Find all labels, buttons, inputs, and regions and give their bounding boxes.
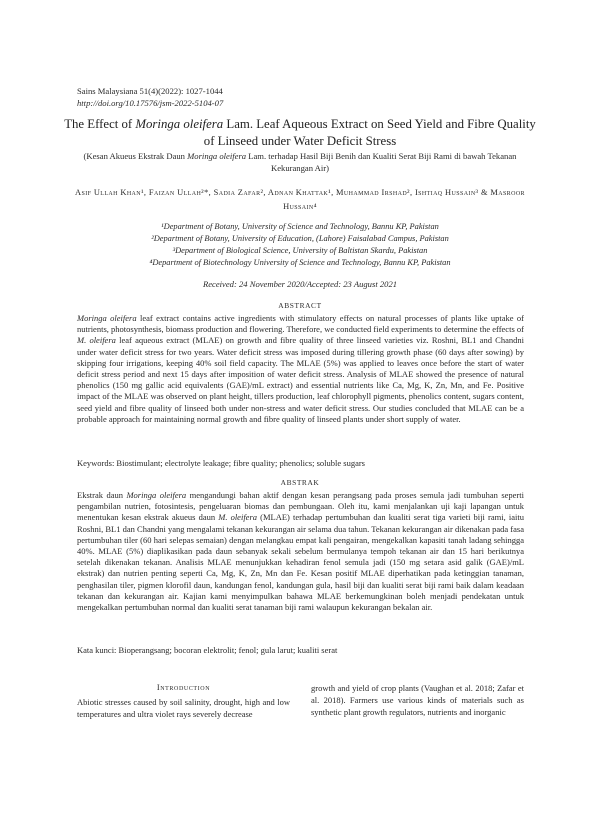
author-list: Asif Ullah Khan¹, Faizan Ullah²*, Sadia Zafar², Adnan Khattak¹, Muhammad Irshad², Ishtiaq Hussain³ & Masroor Hussain⁴ (75, 188, 525, 211)
abstract-heading: ABSTRACT (278, 301, 322, 310)
affiliations (60, 221, 540, 269)
paper-subtitle-malay: (Kesan Akueus Ekstrak Daun Moringa oleifera Lam. terhadap Hasil Biji Benih dan Kualiti Serat Biji Rami di bawah Tekanan Kekurangan Air) (83, 151, 517, 173)
received-date: Received: 24 November 2020/Accepted: 23 August 2021 (202, 279, 398, 289)
affiliation: ¹Department of Botany, University of Science and Technology, Bannu KP, Pakistan (161, 222, 439, 231)
affiliation: ³Department of Biological Science, University of Baltistan Skardu, Pakistan (172, 246, 428, 255)
abstrak-heading: ABSTRAK (280, 478, 320, 487)
abstrak-keywords: Kata kunci: Bioperangsang; bocoran elektrolit; fenol; gula larut; kualiti serat (77, 645, 338, 655)
affiliation: ²Department of Botany, University of Education, (Lahore) Faisalabad Campus, Pakistan (151, 234, 449, 243)
affiliation: ⁴Department of Biotechnology University of Science and Technology, Bannu KP, Pakistan (149, 258, 451, 267)
paper-title: The Effect of Moringa oleifera Lam. Leaf Aqueous Extract on Seed Yield and Fibre Quality of Linseed under Water Deficit Stress (64, 117, 536, 148)
journal-volume: Sains Malaysiana 51(4)(2022): 1027-1044 (77, 86, 223, 96)
abstrak-text: Ekstrak daun Moringa oleifera mengandungi bahan aktif dengan kesan perangsang pada proses semula jadi tumbuhan seperti pengambilan nutrien, fotosintesis, pengeluaran biomas dan pembungaan. Oleh itu, kami menjalankan uji kaji lapangan untuk menentukan kesan ekstrak akueus daun M. oleifera (MLAE) terhadap pertumbuhan dan kualiti serat tiga varieti biji rami, iaitu Roshni, BL1 dan Chandni yang mengalami tekanan kekurangan air selama dua tahun. Tekanan kekurangan air dikenakan pada fasa pertumbuhan tiler (60 hari selepas semaian) dengan melangkau empat kali pengairan, mengekalkan kapasiti tanah ladang sehingga 40%. MLAE (5%) diaplikasikan pada daun sebanyak sekali sebelum bermulanya tempoh tekanan air dan 15 hari berikutnya setelah dikenakan tekanan. Analisis MLAE menunjukkan kehadiran fenol semula jadi (150 mg setara asid galik (GAE)/mL ekstrak) dan nutrien penting seperti Ca, Mg, K, Zn, Mn dan Fe. Kesan positif MLAE diperhatikan pada ketinggian tanaman, penghasilan tiler, pigmen klorofil daun, kandungan fenol, kandungan gula, hasil biji dan kualiti serat biji rami baik dalam keadaan tekanan dan kekurangan air. Kajian kami menyimpulkan bahawa MLAE berkemungkinan boleh menjadi pendekatan untuk mengekalkan pertumbuhan normal dan kualiti serat tanaman biji rami walaupun kekurangan bekalan air. (77, 490, 524, 613)
abstract-text: Moringa oleifera leaf extract contains active ingredients with stimulatory effects on natural processes of plants like uptake of nutrients, photosynthesis, biomass production and flowering. Therefore, we conducted field experiments to determine the effects of M. oleifera leaf aqueous extract (MLAE) on growth and fibre quality of three linseed varieties viz. Roshni, BL1 and Chandni under water deficit stress for two years. Water deficit stress was imposed during tillering growth phase (60 days after sowing) by skipping four irrigations, keeping 40% soil field capacity. The MLAE (5%) was applied to leaves once before the start of water deficit stress period and next 15 days after imposition of water deficit stress. Analysis of MLAE showed the presence of natural phenolics (150 mg gallic acid equivalents (GAE)/mL extract) and essential nutrients like Ca, Mg, K, Zn, Mn, and Fe. Positive impact of the MLAE was observed on plant height, tillers production, leaf chlorophyll pigments, phenolics content, sugars content, seed yield and fibre quality of linseed both under non-stress and water deficit stress. Our studies concluded that MLAE can be a probable approach for maintaining normal growth and fibre quality of linseed plants under short supply of water. (77, 313, 524, 424)
title-species: Moringa oleifera (135, 117, 224, 131)
intro-left-column: Abiotic stresses caused by soil salinity, drought, high and low temperatures and ultra violet rays severely decrease (77, 697, 290, 719)
introduction-heading: Introduction (156, 683, 211, 692)
intro-right-column: growth and yield of crop plants (Vaughan et al. 2018; Zafar et al. 2018). Farmers use various kinds of materials such as synthetic plant growth regulators, nutrients and inorganic (311, 683, 524, 717)
journal-doi: http://doi.org/10.17576/jsm-2022-5104-07 (77, 98, 224, 108)
journal-citation (77, 85, 223, 109)
abstract-keywords: Keywords: Biostimulant; electrolyte leakage; fibre quality; phenolics; soluble sugars (77, 458, 365, 468)
